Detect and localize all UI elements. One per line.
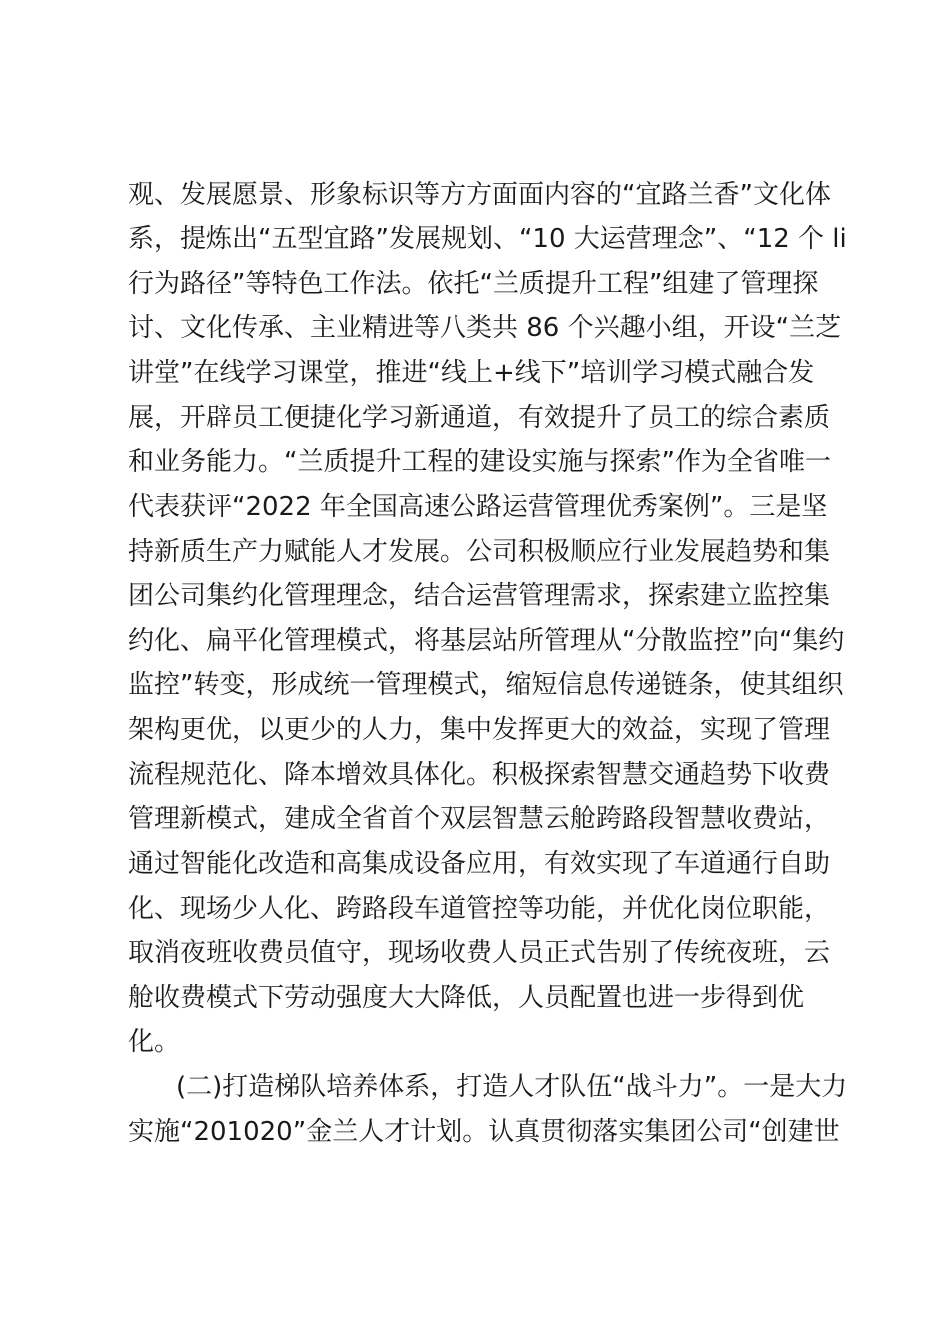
text-line: 化、现场少人化、跨路段车道管控等功能，并优化岗位职能，	[128, 894, 831, 924]
text-line: 行为路径”等特色工作法。依托“兰质提升工程”组建了管理探	[128, 269, 819, 299]
text-line: 代表获评“2022 年全国高速公路运营管理优秀案例”。三是坚	[128, 492, 828, 522]
text-line: 和业务能力。“兰质提升工程的建设实施与探索”作为全省唯一	[128, 447, 831, 477]
text-line: 约化、扁平化管理模式，将基层站所管理从“分散监控”向“集约	[128, 626, 845, 656]
text-line: 取消夜班收费员值守，现场收费人员正式告别了传统夜班，云	[128, 938, 831, 968]
text-line: 架构更优，以更少的人力，集中发挥更大的效益，实现了管理	[128, 715, 831, 745]
text-line: 持新质生产力赋能人才发展。公司积极顺应行业发展趋势和集	[128, 537, 831, 567]
text-line: 通过智能化改造和高集成设备应用，有效实现了车道通行自助	[128, 849, 831, 879]
text-line: 流程规范化、降本增效具体化。积极探索智慧交通趋势下收费	[128, 760, 831, 790]
text-line: 实施“201020”金兰人才计划。认真贯彻落实集团公司“创建世	[128, 1117, 840, 1147]
text-line: 监控”转变，形成统一管理模式，缩短信息传递链条，使其组织	[128, 670, 844, 700]
text-line: 化。	[128, 1027, 181, 1057]
text-line: 管理新模式，建成全省首个双层智慧云舱跨路段智慧收费站，	[128, 804, 831, 834]
text-line: 讲堂”在线学习课堂，推进“线上+线下”培训学习模式融合发	[128, 358, 815, 388]
text-line: 讨、文化传承、主业精进等八类共 86 个兴趣小组，开设“兰芝	[128, 313, 842, 343]
text-line: 舱收费模式下劳动强度大大降低，人员配置也进一步得到优	[128, 983, 805, 1013]
text-line: 观、发展愿景、形象标识等方方面面内容的“宜路兰香”文化体	[128, 180, 831, 210]
text-line: 系，提炼出“五型宜路”发展规划、“10 大运营理念”、“12 个 li	[128, 224, 847, 254]
section-heading-line: (二)打造梯队培养体系，打造人才队伍“战斗力”。一是大力	[176, 1072, 848, 1102]
text-line: 展，开辟员工便捷化学习新通道，有效提升了员工的综合素质	[128, 403, 831, 433]
text-line: 团公司集约化管理理念，结合运营管理需求，探索建立监控集	[128, 581, 831, 611]
